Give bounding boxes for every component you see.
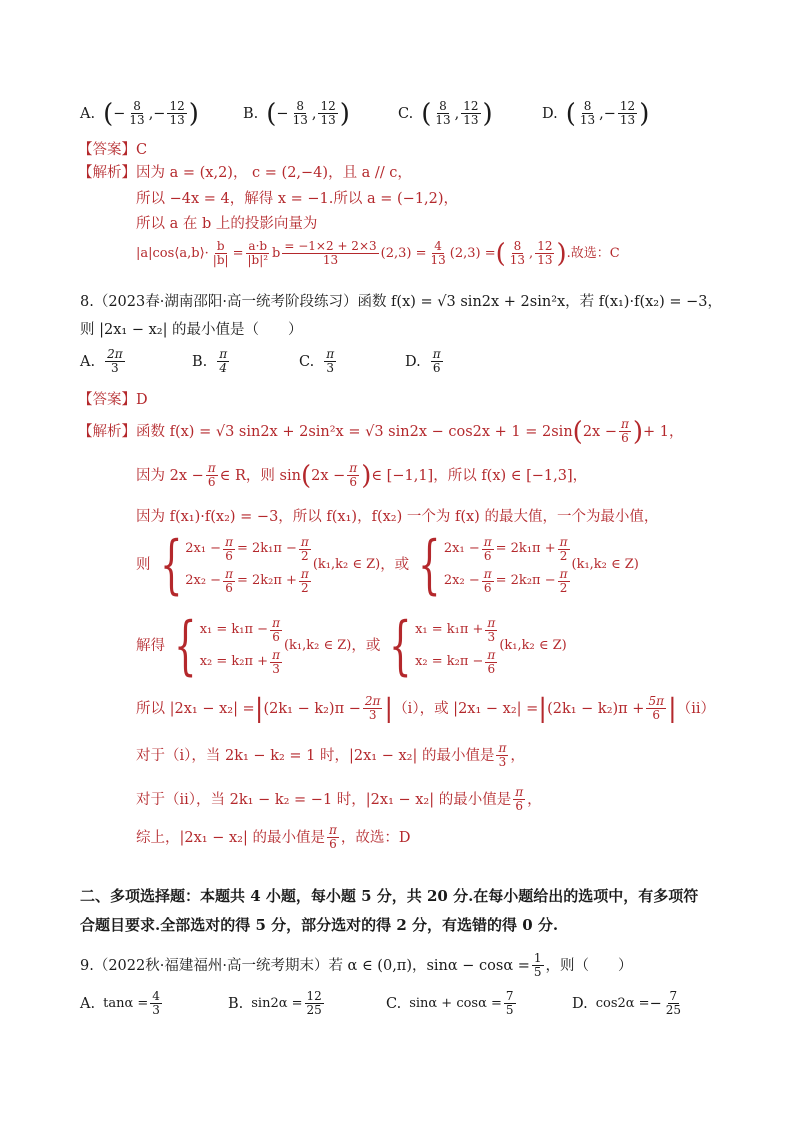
q8-analysis-system2: 解得 { x₁ = k₁π − $\frac{\pi}{6}$ x₂ = k₂π + $\frac{\pi}{3}$ (k₁,k₂ ∈ Z) ，或 { x₁ = k₁π + $\frac{\pi}{3}$ x₂ = k₂π − $\frac{\pi}{6}$ (k₁,k₂ ∈ Z) [136, 609, 567, 683]
q8-option-c: C. $\frac{\pi}{3}$ [299, 347, 335, 375]
section2-heading-line1: 二、多项选择题：本题共 4 小题，每小题 5 分，共 20 分.在每小题给出的选项中，有多项符 [80, 887, 699, 905]
q8-option-d: D. $\frac{\pi}{6}$ [405, 347, 441, 375]
q9-options-row [0, 990, 794, 1030]
q7-analysis-line4: |a|cos⟨a,b⟩· $\frac{b}{|b|}$ = $\frac{a\cdot b}{\text{|b|²}}$ b $\frac{= -1\times 2 + 2\times 3}{13}$ (2,3) = $\frac{4}{13}$ (2,3) = ( $\frac{8}{13}$ , $\frac{12}{13}$ ) .故选：C [136, 238, 620, 269]
q7-answer: 【答案】C [78, 142, 148, 158]
q8-stem-line2: 则 |2x₁ − x₂| 的最小值是（ ） [80, 322, 303, 338]
q8-analysis-line1: 【解析】 函数 f(x) = √3 sin2x + 2sin²x = √3 sin2x − cos2x + 1 = 2sin ( 2x − $\frac{\pi}{6}$ ) + 1， [78, 416, 684, 447]
q9-stem: 9.（2022秋·福建福州·高一统考期末）若 α ∈ (0,π)，sinα − cosα = $\frac{1}{5}$ ，则（ ） [80, 951, 633, 979]
q8-analysis-line9: 综上，|2x₁ − x₂| 的最小值是 $\frac{\pi}{6}$ ，故选：D [136, 823, 411, 851]
q7-analysis-line3: 所以 a 在 b 上的投影向量为 [136, 216, 318, 232]
q9-option-d: D. cos2α = − $\frac{7}{25}$ [572, 989, 682, 1017]
q8-options-row [0, 348, 794, 388]
q7-analysis-line2: 所以 −4x = 4，解得 x = −1.所以 a = (−1,2)， [136, 191, 459, 207]
q9-option-c: C. sinα + cosα = $\frac{7}{5}$ [386, 989, 514, 1017]
q8-option-b: B. $\frac{\pi}{4}$ [192, 347, 228, 375]
q7-options-row [0, 96, 794, 136]
q8-stem-line1: 8.（2023春·湖南邵阳·高一统考阶段练习）函数 f(x) = √3 sin2x + 2sin²x，若 f(x₁)·f(x₂) = −3， [80, 294, 722, 310]
q8-option-a: A. $\frac{2\pi}{3}$ [80, 347, 123, 375]
q7-analysis-line1: 【解析】因为 a = (x,2)， c = (2,−4)，且 a // c， [78, 165, 412, 181]
q7-option-d: D. ( $\frac{8}{13}$ , − $\frac{12}{13}$ ) [542, 98, 650, 129]
q8-analysis-system1: 则 { 2x₁ − $\frac{\pi}{6}$ = 2k₁π − $\frac{\pi}{2}$ 2x₂ − $\frac{\pi}{6}$ = 2k₂π + $\frac{\pi}{2}$ (k₁,k₂ ∈ Z) ，或 { 2x₁ − $\frac{\pi}{6}$ = 2k₁π + $\frac{\pi}{2}$ 2x₂ − $\frac{\pi}{6}$ = 2k₂π − $\frac{\pi}{2}$ (k₁,k₂ ∈ Z) [136, 528, 639, 602]
q8-analysis-line7: 对于（i），当 2k₁ − k₂ = 1 时，|2x₁ − x₂| 的最小值是 $\frac{\pi}{3}$ ， [136, 741, 525, 769]
q8-analysis-line8: 对于（ii），当 2k₁ − k₂ = −1 时，|2x₁ − x₂| 的最小值是 $\frac{\pi}{6}$ ， [136, 785, 542, 813]
q7-option-c: C. ( $\frac{8}{13}$ , $\frac{12}{13}$ ) [398, 98, 493, 129]
q9-option-b: B. sin2α = $\frac{12}{25}$ [228, 989, 322, 1017]
q7-option-a: A. ( − $\frac{8}{13}$ , − $\frac{12}{13}$ ) [80, 98, 199, 129]
q8-analysis-line6: 所以 |2x₁ − x₂| = | (2k₁ − k₂)π − $\frac{2\pi}{3}$ | （i），或 |2x₁ − x₂| = | (2k₁ − k₂)π + $\frac{5\pi}{6}$ | （ii） [136, 693, 716, 724]
q8-answer: 【答案】D [78, 392, 148, 408]
q8-analysis-line2: 因为 2x − $\frac{\pi}{6}$ ∈ R，则 sin ( 2x − $\frac{\pi}{6}$ ) ∈ [−1,1]，所以 f(x) ∈ [−1,3]， [136, 460, 588, 491]
q7-option-b: B. ( − $\frac{8}{13}$ , $\frac{12}{13}$ ) [243, 98, 350, 129]
q8-analysis-line3: 因为 f(x₁)·f(x₂) = −3，所以 f(x₁)，f(x₂) 一个为 f(x) 的最大值，一个为最小值， [136, 509, 659, 525]
q9-option-a: A. tanα = $\frac{4}{3}$ [80, 989, 160, 1017]
section2-heading-line2: 合题目要求.全部选对的得 5 分，部分选对的得 2 分，有选错的得 0 分. [80, 916, 559, 934]
